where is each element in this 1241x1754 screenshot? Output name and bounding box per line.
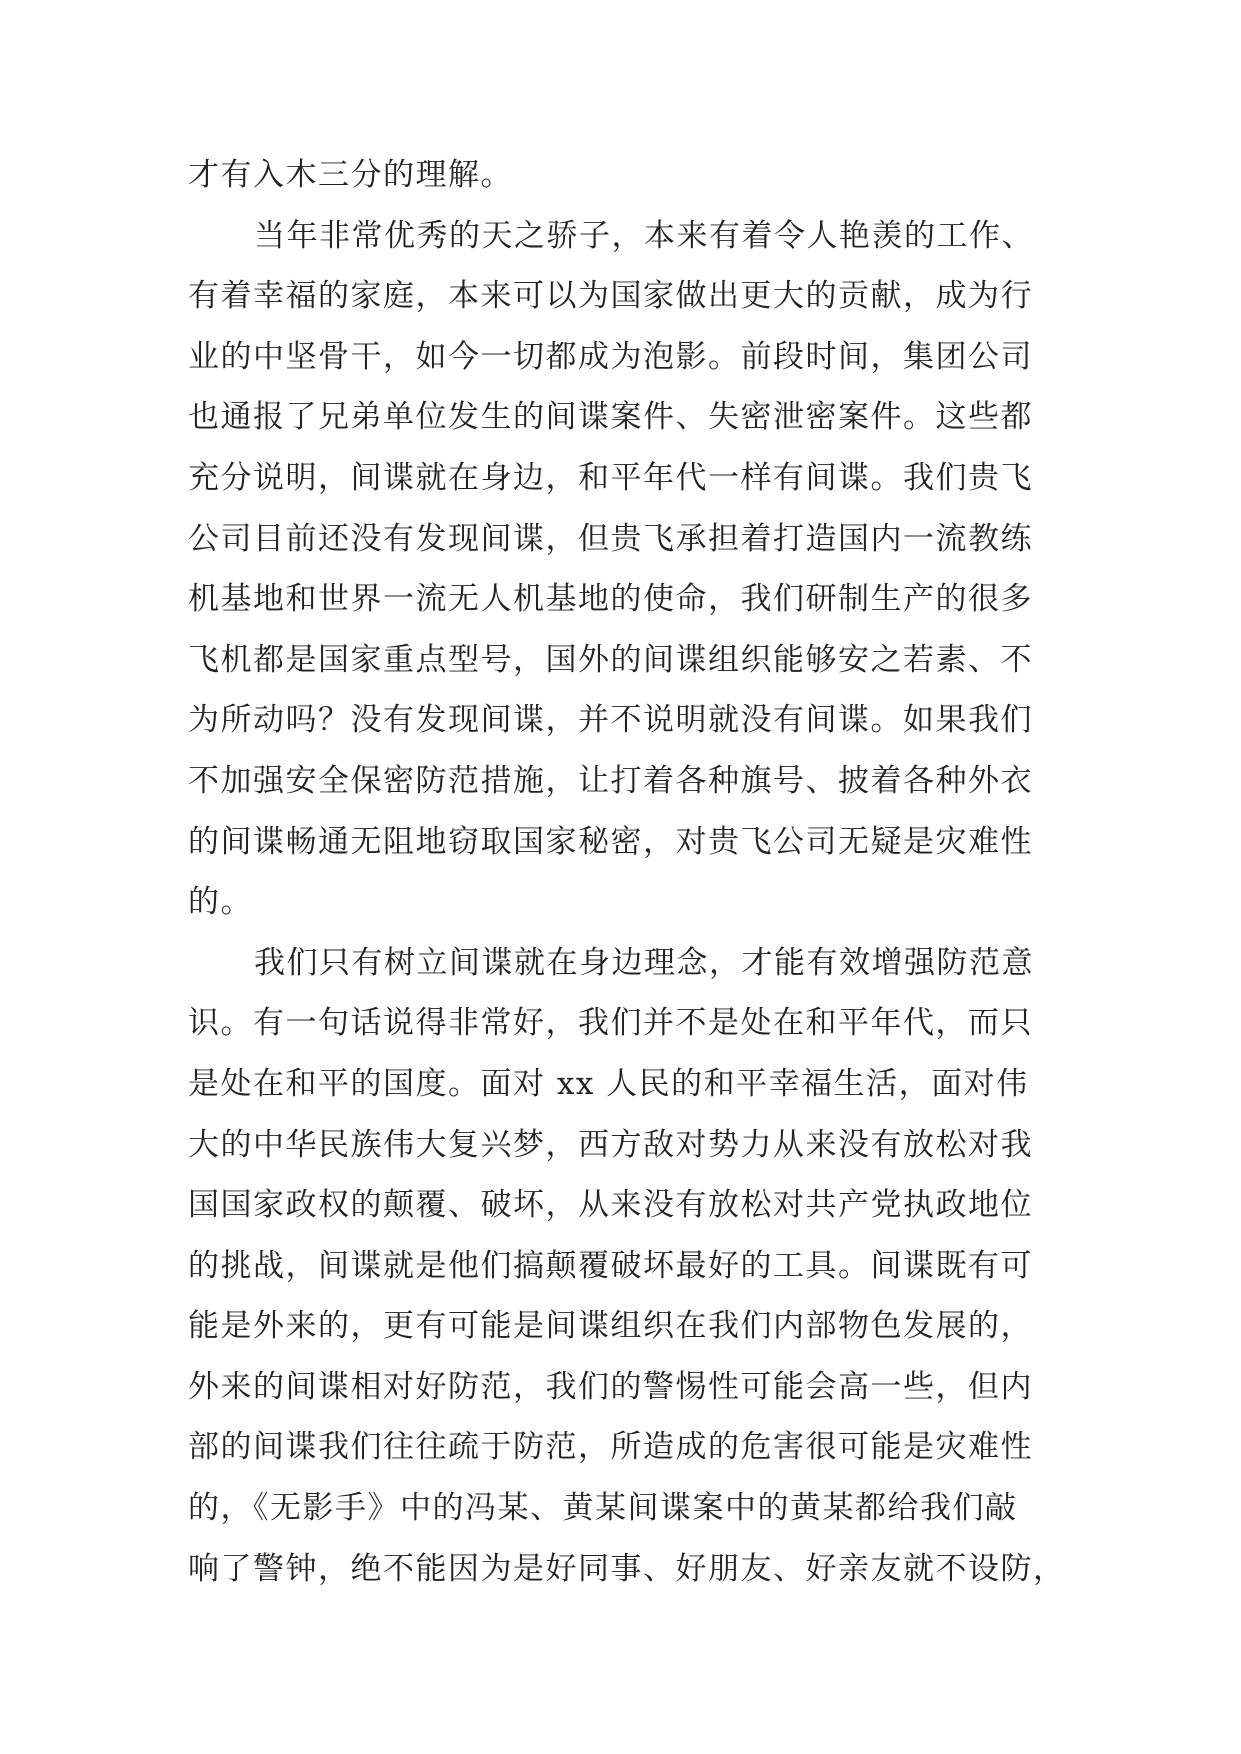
text-line: 的，《无影手》中的冯某、黄某间谍案中的黄某都给我们敲 xyxy=(188,1490,1018,1527)
text-line: 为所动吗？没有发现间谍，并不说明就没有间谍。如果我们 xyxy=(188,702,1033,739)
text-line: 国国家政权的颠覆、破坏，从来没有放松对共产党执政地位 xyxy=(188,1187,1033,1224)
paragraph-3 xyxy=(188,933,1108,1600)
text-line: 部的间谍我们往往疏于防范，所造成的危害很可能是灾难性 xyxy=(188,1429,1033,1466)
text-line: 业的中坚骨干，如今一切都成为泡影。前段时间，集团公司 xyxy=(188,338,1033,375)
text-line: 识。有一句话说得非常好，我们并不是处在和平年代，而只 xyxy=(188,1005,1033,1042)
text-line: 的。 xyxy=(188,884,253,921)
text-line: 是处在和平的国度。面对 xx 人民的和平幸福生活，面对伟 xyxy=(188,1065,1029,1102)
text-line: 的挑战，间谍就是他们搞颠覆破坏最好的工具。间谍既有可 xyxy=(188,1247,1033,1284)
text-line: 外来的间谍相对好防范，我们的警惕性可能会高一些，但内 xyxy=(188,1368,1033,1405)
body-text xyxy=(188,145,1108,1599)
text-line: 才有入木三分的理解。 xyxy=(188,157,513,193)
text-line: 也通报了兄弟单位发生的间谍案件、失密泄密案件。这些都 xyxy=(188,399,1033,436)
text-line: 当年非常优秀的天之骄子，本来有着令人艳羡的工作、 xyxy=(254,217,1034,254)
paragraph-2 xyxy=(188,206,1108,933)
text-line: 飞机都是国家重点型号，国外的间谍组织能够安之若素、不 xyxy=(188,641,1033,678)
text-line: 能是外来的，更有可能是间谍组织在我们内部物色发展的， xyxy=(188,1308,1033,1345)
paragraph-1 xyxy=(188,145,1108,206)
text-line: 大的中华民族伟大复兴梦，西方敌对势力从来没有放松对我 xyxy=(188,1126,1033,1163)
text-line: 响了警钟，绝不能因为是好同事、好朋友、好亲友就不设防， xyxy=(188,1550,1066,1587)
text-line: 不加强安全保密防范措施，让打着各种旗号、披着各种外衣 xyxy=(188,762,1033,799)
text-line: 的间谍畅通无阻地窃取国家秘密，对贵飞公司无疑是灾难性 xyxy=(188,823,1033,860)
text-line: 机基地和世界一流无人机基地的使命，我们研制生产的很多 xyxy=(188,581,1033,618)
text-line: 我们只有树立间谍就在身边理念，才能有效增强防范意 xyxy=(254,944,1034,981)
text-line: 充分说明，间谍就在身边，和平年代一样有间谍。我们贵飞 xyxy=(188,459,1033,496)
text-line: 有着幸福的家庭，本来可以为国家做出更大的贡献，成为行 xyxy=(188,278,1033,315)
text-line: 公司目前还没有发现间谍，但贵飞承担着打造国内一流教练 xyxy=(188,520,1033,557)
